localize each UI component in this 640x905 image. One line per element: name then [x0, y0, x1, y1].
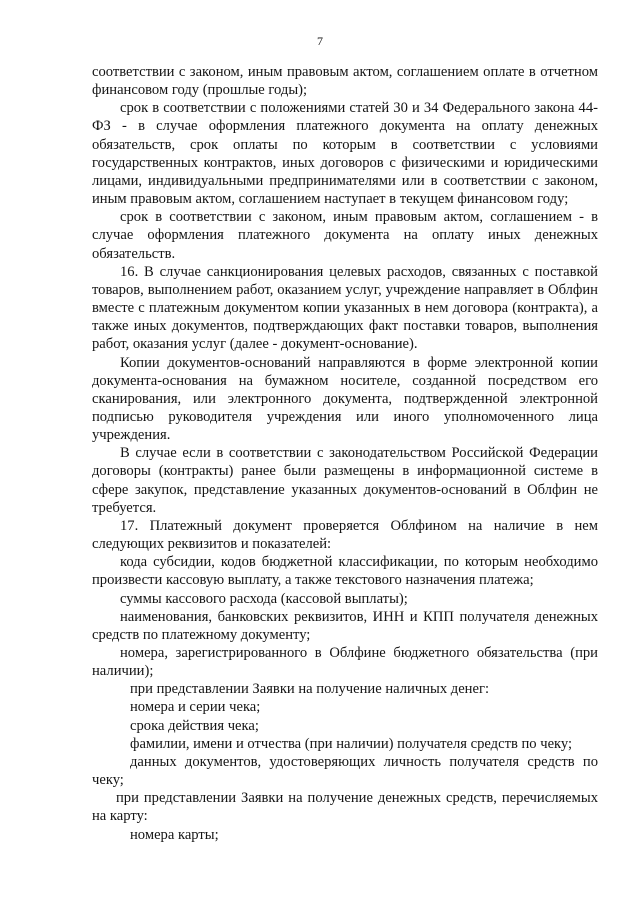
paragraph-continuation: соответствии с законом, иным правовым актом, соглашением оплате в отчетном финансовом году (прошлые годы); [92, 64, 598, 99]
paragraph-obligation-number: номера, зарегистрированного в Облфине бюджетного обязательства (при наличии); [92, 645, 598, 680]
paragraph-contracts: В случае если в соответствии с законодательством Российской Федерации договоры (контракты) ранее были размещены в информационной системе в сфере закупок, представление указанных документов-оснований в Облфин не требуется. [92, 445, 598, 516]
paragraph-item-17: 17. Платежный документ проверяется Облфином на наличие в нем следующих реквизитов и показателей: [92, 517, 598, 553]
paragraph-cash-request: при представлении Заявки на получение наличных денег: [130, 681, 490, 698]
paragraph-card-number: номера карты; [130, 826, 219, 843]
paragraph-check-number: номера и серии чека; [130, 699, 261, 716]
paragraph-recipient: наименования, банковских реквизитов, ИНН и КПП получателя денежных средств по платежному документу; [92, 608, 598, 643]
paragraph-check-recipient-name: фамилии, имени и отчества (при наличии) получателя средств по чеку; [130, 735, 573, 752]
paragraph-amount: суммы кассового расхода (кассовой выплаты); [120, 590, 408, 607]
paragraph-subsidy-code: кода субсидии, кодов бюджетной классификации, по которым необходимо произвести кассовую выплату, а также текстового назначения платежа; [92, 554, 598, 589]
paragraph-term-federal-law: срок в соответствии с положениями статей 30 и 34 Федерального закона 44-ФЗ - в случае оформления платежного документа на оплату денежных обязательств, срок оплаты по которым в соответствии с условиями государственных контрактов, иных договоров с физическими и юридическими лицами, индивидуальными предпринимателями или в соответствии с законом, иным правовым актом, соглашением наступает в текущем финансовом году; [92, 100, 598, 208]
paragraph-term-other: срок в соответствии с законом, иным правовым актом, соглашением - в случае оформления платежного документа на оплату иных денежных обязательств. [92, 209, 598, 262]
paragraph-identity-documents: данных документов, удостоверяющих личность получателя средств по чеку; [92, 753, 598, 789]
paragraph-card-request: при представлении Заявки на получение денежных средств, перечисляемых на карту: [92, 790, 598, 825]
paragraph-copies: Копии документов-оснований направляются в форме электронной копии документа-основания на бумажном носителе, созданной посредством его сканирования, или электронного документа, подтвержденной электронной подписью руководителя учреждения или иного уполномоченного лица учреждения. [92, 354, 598, 444]
paragraph-item-16: 16. В случае санкционирования целевых расходов, связанных с поставкой товаров, выполнением работ, оказанием услуг, учреждение направляет в Облфин вместе с платежным документом копии указанных в нем договора (контракта), а также иных документов, подтверждающих факт поставки товаров, выполнения работ, оказания услуг (далее - документ-основание). [92, 263, 598, 353]
page-number: 7 [317, 34, 323, 48]
document-body [92, 63, 598, 844]
paragraph-check-validity: срока действия чека; [130, 717, 259, 734]
